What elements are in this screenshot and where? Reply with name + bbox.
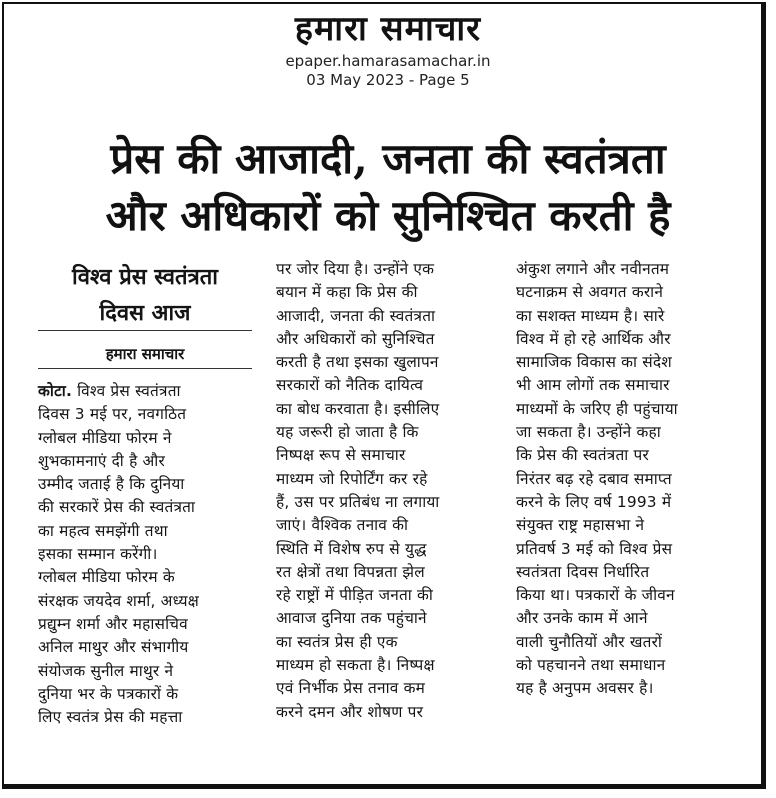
- subhead-line-2: दिवस आज: [99, 300, 191, 326]
- article-line: करने दमन और शोषण पर: [276, 702, 424, 721]
- article-line: लिए स्वतंत्र प्रेस की महत्ता: [38, 708, 183, 727]
- article-column-2: [276, 258, 440, 724]
- article-line: ग्लोबल मीडिया फोरम ने: [38, 428, 172, 447]
- article-line: करने के लिए वर्ष 1993 में: [516, 492, 672, 511]
- article-line: वाली चुनौतियों और खतरों: [516, 632, 663, 651]
- article-line: कि प्रेस की स्वतंत्रता पर: [516, 446, 649, 465]
- article-line: यह जरूरी हो जाता है कि: [276, 423, 419, 442]
- article-line: को पहचानने तथा समाधान: [516, 656, 666, 675]
- article-line: रत क्षेत्रों तथा विपन्नता झेल: [276, 562, 425, 581]
- article-column-3: [516, 258, 678, 701]
- article-line: का स्वतंत्र प्रेस ही एक: [276, 632, 398, 651]
- article-line: रहे राष्ट्रों में पीड़ित जनता की: [276, 586, 434, 605]
- headline-line-1: प्रेस की आजादी, जनता की स्वतंत्रता: [110, 134, 666, 183]
- article-line: प्रतिवर्ष 3 मई को विश्व प्रेस: [516, 539, 673, 558]
- article-line: विश्व में हो रहे आर्थिक और: [516, 329, 671, 348]
- article-line: आजादी, जनता की स्वतंत्रता: [276, 306, 436, 325]
- article-column-1: [38, 380, 199, 729]
- article-line: एवं निर्भीक प्रेस तनाव कम: [276, 679, 426, 698]
- article-line: उम्मीद जताई है कि दुनिया: [38, 475, 185, 494]
- article-line: यह है अनुपम अवसर है।: [516, 679, 654, 698]
- article-line: शुभकामनाएं दी है और: [38, 451, 165, 470]
- article-line: किया था। पत्रकारों के जीवन: [516, 586, 675, 605]
- article-line: भी आम लोगों तक समाचार: [516, 376, 670, 395]
- byline: हमारा समाचार: [105, 345, 185, 363]
- article-line: सामाजिक विकास का संदेश: [516, 353, 672, 372]
- article-line: दुनिया भर के पत्रकारों के: [38, 684, 179, 703]
- article-line: अंकुश लगाने और नवीनतम: [516, 260, 670, 278]
- article-line: सरकारों को नैतिक दायित्व: [276, 376, 424, 395]
- article-line: प्रद्युम्न शर्मा और महासचिव: [38, 614, 188, 633]
- article-line: हैं, उस पर प्रतिबंध ना लगाया: [276, 492, 440, 511]
- article-line: का सशक्त माध्यम है। सारे: [516, 306, 665, 325]
- article-line: माध्यम जो रिपोर्टिंग कर रहे: [276, 469, 428, 488]
- article-line: कोटा. विश्व प्रेस स्वतंत्रता: [38, 382, 181, 400]
- article-line: संयोजक सुनील माथुर ने: [38, 661, 174, 680]
- article-line: निष्पक्ष रूप से समाचार: [276, 446, 406, 465]
- article-line: बयान में कहा कि प्रेस की: [276, 283, 418, 302]
- article-line: दिवस 3 मई पर, नवगठित: [38, 405, 187, 424]
- subhead-line-1: विश्व प्रेस स्वतंत्रता: [72, 264, 218, 290]
- byline-rule-top: [38, 330, 252, 331]
- site-url: epaper.hamarasamachar.in: [285, 52, 491, 70]
- article-line: का महत्व समझेंगी तथा: [38, 521, 168, 540]
- masthead-logo: हमारा समाचार: [294, 9, 482, 49]
- article-line: माध्यम हो सकता है। निष्पक्ष: [276, 656, 435, 675]
- article-line: ग्लोबल मीडिया फोरम के: [38, 568, 175, 587]
- article-line: पर जोर दिया है। उन्होंने एक: [276, 260, 435, 278]
- headline-line-2: और अधिकारों को सुनिश्चित करती है: [105, 191, 671, 240]
- article-line: और उनके काम में आने: [516, 609, 648, 628]
- dateline: कोटा.: [38, 382, 72, 400]
- article-line: माध्यमों के जरिए ही पहुंचाया: [516, 399, 678, 418]
- article-line: करती है तथा इसका खुलापन: [276, 353, 439, 372]
- article-line: और अधिकारों को सुनिश्चित: [276, 329, 435, 348]
- byline-rule-bottom: [38, 368, 252, 369]
- article-line: अनिल माथुर और संभागीय: [38, 638, 189, 657]
- article-line: जाएं। वैश्विक तनाव की: [276, 516, 409, 535]
- edition-date: 03 May 2023 - Page 5: [306, 71, 470, 89]
- article-line: संयुक्त राष्ट्र महासभा ने: [516, 516, 645, 535]
- article-line: की सरकारें प्रेस की स्वतंत्रता: [38, 498, 196, 517]
- article-line: इसका सम्मान करेंगी।: [38, 545, 158, 564]
- article-line: का बोध करवाता है। इसीलिए: [276, 399, 440, 418]
- article-line: संरक्षक जयदेव शर्मा, अध्यक्ष: [38, 591, 199, 610]
- article-line: जा सकता है। उन्होंने कहा: [516, 423, 661, 442]
- article-line: स्थिति में विशेष रुप से युद्ध: [276, 539, 427, 558]
- article-line: घटनाक्रम से अवगत कराने: [516, 283, 664, 302]
- article-line: आवाज दुनिया तक पहुंचाने: [276, 609, 427, 628]
- article-line: स्वतंत्रता दिवस निर्धारित: [516, 562, 650, 581]
- article-line: निरंतर बढ़ रहे दबाव समाप्त: [516, 469, 672, 488]
